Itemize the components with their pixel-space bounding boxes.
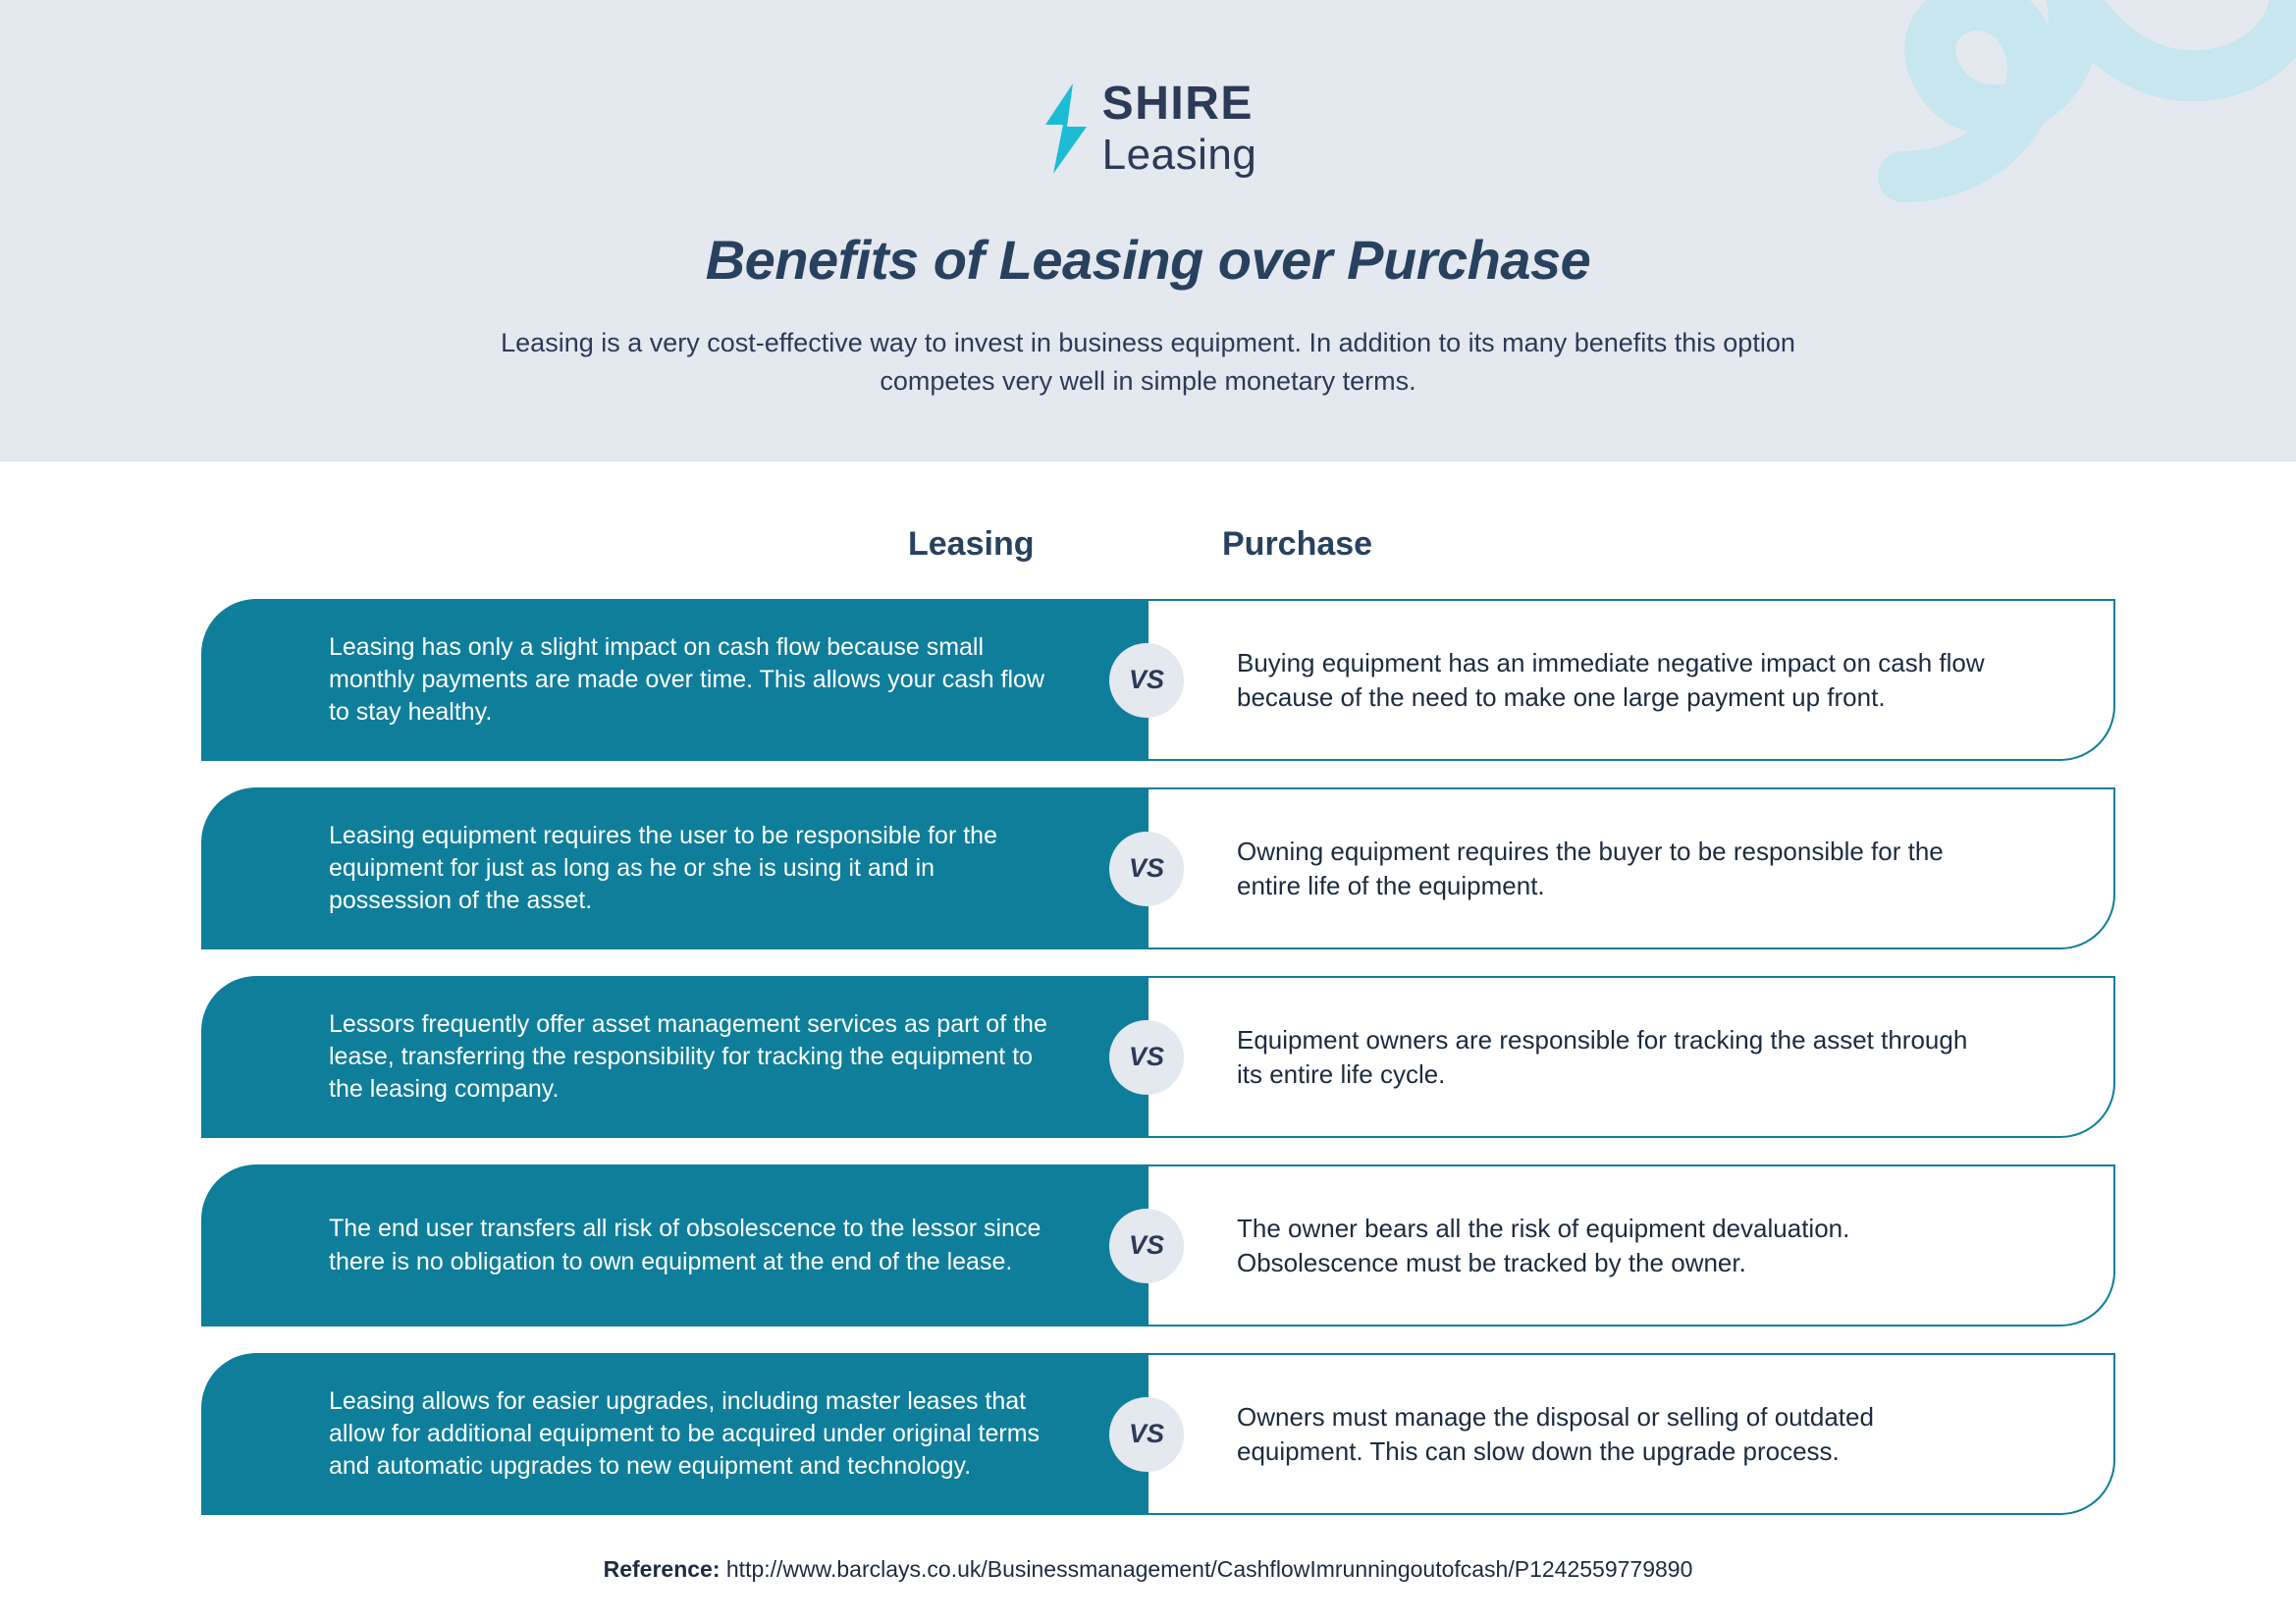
logo-title: SHIRE <box>1101 78 1254 130</box>
vs-badge: VS <box>1109 1397 1184 1472</box>
leasing-cell <box>201 976 1148 1138</box>
leasing-cell <box>201 1164 1148 1326</box>
leasing-text: Leasing allows for easier upgrades, including master leases that allow for additional equipment to be acquired under original terms and automatic upgrades to new equipment and technology. <box>329 1386 1041 1481</box>
purchase-cell <box>1148 976 2115 1138</box>
comparison-row <box>201 976 2115 1138</box>
column-heading-purchase: Purchase <box>1222 525 1373 563</box>
leasing-cell <box>201 599 1148 761</box>
leasing-text: The end user transfers all risk of obsolescence to the lessor since there is no obligation to own equipment at the end of the lease. <box>329 1215 1041 1275</box>
purchase-text: Equipment owners are responsible for tracking the asset through its entire life cycle. <box>1237 1024 1968 1089</box>
reference-url[interactable]: http://www.barclays.co.uk/Businessmanagement/CashflowImrunningoutofcash/P1242559779890 <box>725 1556 1693 1582</box>
decorative-swirl-graphic <box>1746 0 2296 432</box>
vs-badge: VS <box>1109 1020 1184 1095</box>
comparison-row <box>201 787 2115 949</box>
purchase-cell <box>1148 787 2115 949</box>
purchase-cell <box>1148 1164 2115 1326</box>
reference-line <box>0 1556 2296 1583</box>
logo-subtitle: Leasing <box>1101 131 1257 179</box>
comparison-rows <box>201 599 2115 1542</box>
vs-badge: VS <box>1109 832 1184 906</box>
purchase-cell <box>1148 599 2115 761</box>
leasing-text: Leasing has only a slight impact on cash flow because small monthly payments are made over time. This allows your cash flow to stay healthy. <box>329 632 1045 727</box>
page-subtitle: Leasing is a very cost-effective way to invest in business equipment. In addition to its many benefits this option competes very well in simple monetary terms. <box>501 328 1795 397</box>
comparison-row <box>201 1353 2115 1515</box>
column-heading-leasing: Leasing <box>908 525 1035 563</box>
purchase-cell <box>1148 1353 2115 1515</box>
lightning-bolt-icon <box>1040 81 1093 176</box>
reference-label: Reference: <box>603 1556 721 1582</box>
purchase-text: Buying equipment has an immediate negative impact on cash flow because of the need to make one large payment up front. <box>1237 647 1985 712</box>
purchase-text: Owners must manage the disposal or selling of outdated equipment. This can slow down the upgrade process. <box>1237 1401 1874 1466</box>
header-section <box>0 0 2296 461</box>
purchase-text: Owning equipment requires the buyer to be responsible for the entire life of the equipment. <box>1237 836 1944 900</box>
brand-logo <box>0 78 2296 179</box>
purchase-text: The owner bears all the risk of equipment devaluation. Obsolescence must be tracked by the owner. <box>1237 1213 1850 1277</box>
column-headings <box>0 525 2296 574</box>
comparison-row <box>201 1164 2115 1326</box>
vs-badge: VS <box>1109 1209 1184 1283</box>
comparison-row <box>201 599 2115 761</box>
leasing-cell <box>201 1353 1148 1515</box>
vs-badge: VS <box>1109 643 1184 718</box>
leasing-text: Leasing equipment requires the user to be responsible for the equipment for just as long as he or she is using it and in possession of the asset. <box>329 821 997 915</box>
page-title: Benefits of Leasing over Purchase <box>705 229 1591 291</box>
leasing-cell <box>201 787 1148 949</box>
leasing-text: Lessors frequently offer asset management services as part of the lease, transferring the responsibility for tracking the equipment to the leasing company. <box>329 1009 1047 1104</box>
